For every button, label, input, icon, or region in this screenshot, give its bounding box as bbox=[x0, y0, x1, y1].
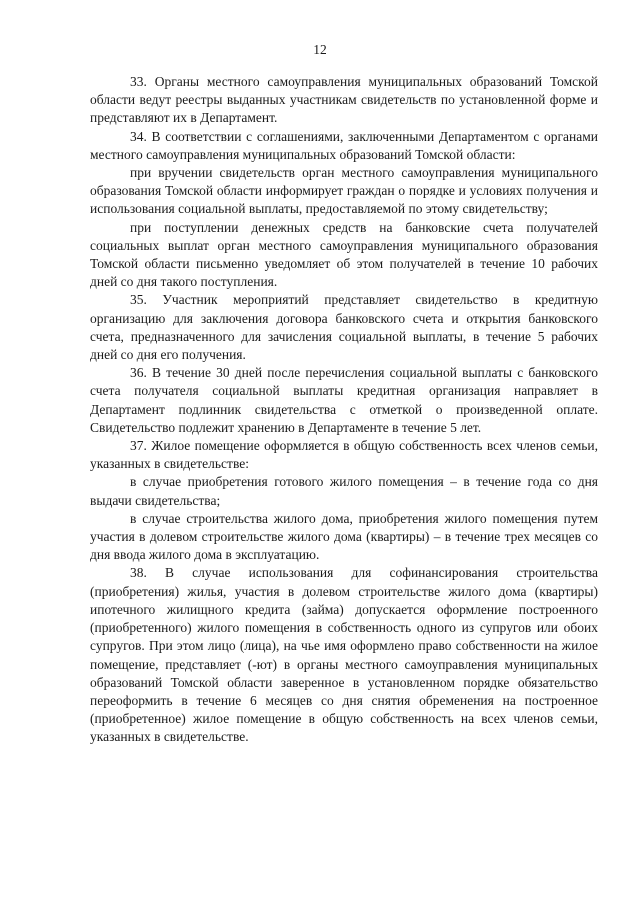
paragraph-38: 38. В случае использования для софинансирования строительства (приобретения) жилья, участия в долевом строительстве жилого дома (квартиры) ипотечного жилищного кредита (займа) допускается оформление построенного (приобретенного) жилого помещения в собственность одного из супругов или обоих супругов. При этом лицо (лица), на чье имя оформлено право собственности на жилое помещение, представляет (-ют) в органы местного самоуправления муниципальных образований Томской области заверенное в установленном порядке обязательство переоформить в течение 6 месяцев со дня снятия обременения на построенное (приобретенное) жилое помещение в общую собственность на всех членов семьи, указанных в свидетельстве. bbox=[90, 565, 598, 745]
paragraph-34: 34. В соответствии с соглашениями, заключенными Департаментом с органами местного самоуправления муниципальных образований Томской области: bbox=[90, 128, 598, 162]
paragraph-34-item-2: при поступлении денежных средств на банковские счета получателей социальных выплат орган местного самоуправления муниципального образования Томской области письменно уведомляет об этом получателей в течение 10 рабочих дней со дня такого поступления. bbox=[90, 219, 598, 290]
paragraph-33: 33. Органы местного самоуправления муниципальных образований Томской области ведут реестры выданных участникам свидетельств по установленной форме и представляют их в Департамент. bbox=[90, 74, 598, 126]
page-number: 12 bbox=[313, 42, 327, 57]
paragraph-35: 35. Участник мероприятий представляет свидетельство в кредитную организацию для заключения договора банковского счета и открытия банковского счета, предназначенного для зачисления социальной выплаты, в течение 5 рабочих дней со дня его получения. bbox=[90, 292, 598, 363]
paragraph-34-item-1: при вручении свидетельств орган местного самоуправления муниципального образования Томской области информирует граждан о порядке и условиях получения и использования социальной выплаты, предоставляемой по этому свидетельству; bbox=[90, 165, 598, 217]
paragraph-36: 36. В течение 30 дней после перечисления социальной выплаты с банковского счета получателя социальной выплаты кредитная организация направляет в Департамент подлинник свидетельства с отметкой о произведенной оплате. Свидетельство подлежит хранению в Департаменте в течение 5 лет. bbox=[90, 365, 598, 435]
paragraph-37-item-2: в случае строительства жилого дома, приобретения жилого помещения путем участия в долевом строительстве жилого дома (квартиры) – в течение трех месяцев со дня ввода жилого дома в эксплуатацию. bbox=[90, 510, 598, 563]
paragraph-37: 37. Жилое помещение оформляется в общую собственность всех членов семьи, указанных в свидетельстве: bbox=[90, 438, 598, 472]
document-body bbox=[90, 73, 598, 747]
paragraph-37-item-1: в случае приобретения готового жилого помещения – в течение года со дня выдачи свидетельства; bbox=[90, 474, 598, 508]
